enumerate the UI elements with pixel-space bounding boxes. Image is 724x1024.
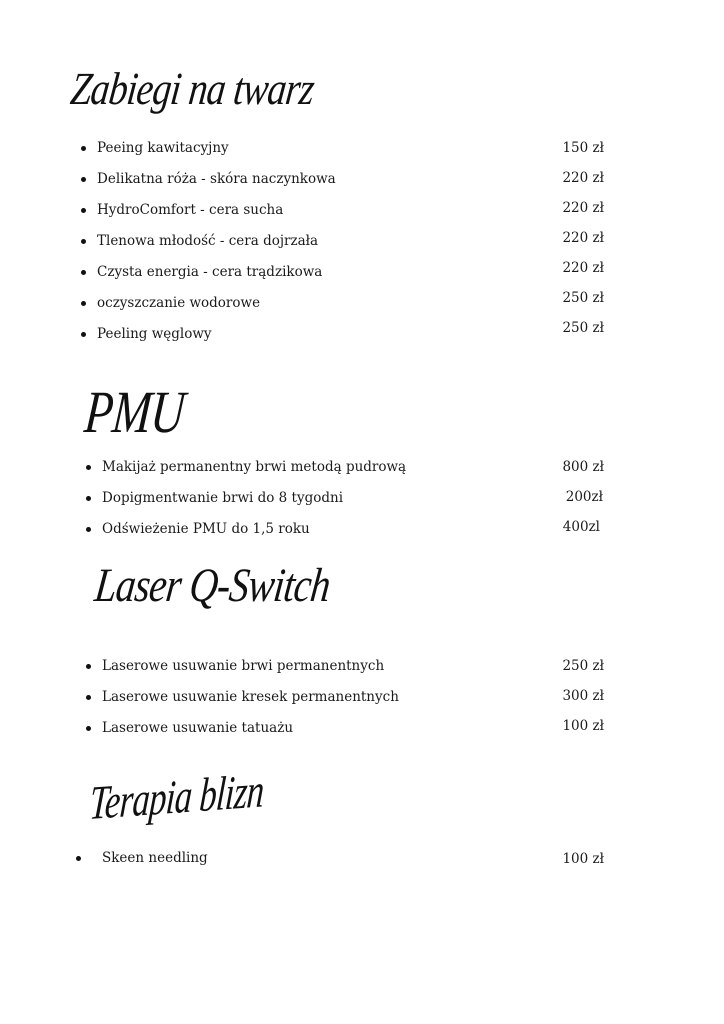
item-price: 220 zł [562, 230, 604, 246]
list-item: Skeen needling [102, 850, 208, 866]
item-price: 220 zł [562, 200, 604, 216]
list-item: Tlenowa młodość - cera dojrzała [97, 233, 319, 249]
list-item: oczyszczanie wodorowe [97, 295, 261, 311]
section-title-scar-therapy: Terapia blizn [88, 764, 266, 831]
bullet [86, 496, 91, 501]
item-price: 250 zł [562, 290, 604, 306]
bullet [81, 301, 86, 306]
section-title-pmu: PMU [82, 379, 187, 445]
bullet [81, 239, 86, 244]
section-title-laser: Laser Q-Switch [92, 559, 333, 612]
item-price: 300 zł [562, 688, 604, 704]
item-price: 800 zł [562, 459, 604, 475]
list-item: Peeing kawitacyjny [97, 140, 229, 156]
item-price: 220 zł [562, 170, 604, 186]
bullet [86, 664, 91, 669]
bullet [76, 856, 81, 861]
item-price: 100 zł [562, 718, 604, 734]
item-price: 100 zł [562, 851, 604, 867]
list-item: HydroComfort - cera sucha [97, 202, 284, 218]
section-title-face: Zabiegi na twarz [68, 63, 317, 114]
list-item: Laserowe usuwanie kresek permanentnych [102, 689, 399, 705]
list-item: Delikatna róża - skóra naczynkowa [97, 171, 336, 187]
item-price: 220 zł [562, 260, 604, 276]
item-price: 250 zł [562, 320, 604, 336]
item-price: 150 zł [562, 140, 604, 156]
bullet [81, 146, 86, 151]
list-item: Laserowe usuwanie brwi permanentnych [102, 658, 385, 674]
list-item: Czysta energia - cera trądzikowa [97, 264, 323, 280]
item-price: 200zł [565, 489, 603, 505]
bullet [86, 695, 91, 700]
list-item: Dopigmentwanie brwi do 8 tygodni [102, 490, 344, 506]
bullet [81, 332, 86, 337]
bullet [86, 527, 91, 532]
bullet [81, 208, 86, 213]
list-item: Laserowe usuwanie tatuażu [102, 720, 294, 736]
item-price: 250 zł [562, 658, 604, 674]
bullet [86, 465, 91, 470]
list-item: Makijaż permanentny brwi metodą pudrową [102, 459, 407, 475]
item-price: 400zl [562, 519, 600, 535]
bullet [81, 270, 86, 275]
bullet [86, 726, 91, 731]
list-item: Odświeżenie PMU do 1,5 roku [102, 521, 310, 537]
list-item: Peeling węglowy [97, 326, 212, 342]
bullet [81, 177, 86, 182]
